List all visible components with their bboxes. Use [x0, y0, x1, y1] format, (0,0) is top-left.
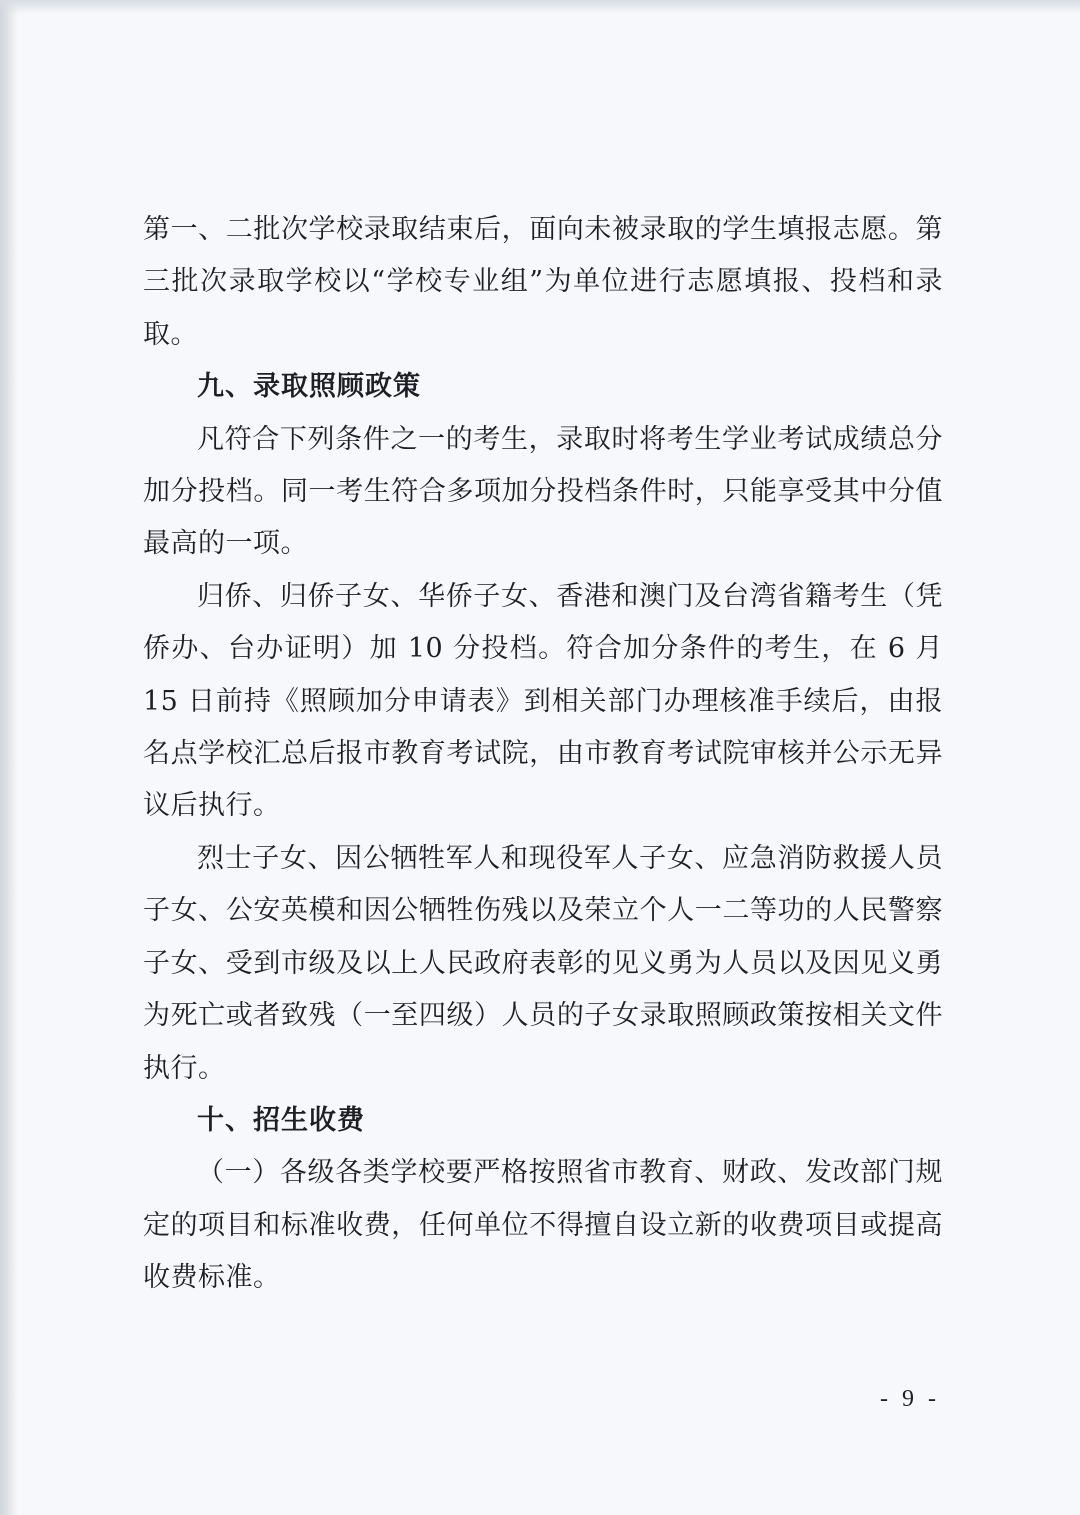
paragraph-admission-third-batch: 第一、二批次学校录取结束后，面向未被录取的学生填报志愿。第三批次录取学校以“学校专业组”为单位进行志愿填报、投档和录取。 [143, 214, 943, 350]
scan-edge-top [0, 0, 1080, 14]
section-heading-10: 十、招生收费 [197, 1104, 365, 1136]
section-heading-9: 九、录取照顾政策 [197, 371, 421, 403]
paragraph-bonus-points-rule: 凡符合下列条件之一的考生，录取时将考生学业考试成绩总分加分投档。同一考生符合多项加分投档条件时，只能享受其中分值最高的一项。 [143, 423, 943, 560]
paragraph-overseas-chinese-bonus: 归侨、归侨子女、华侨子女、香港和澳门及台湾省籍考生（凭侨办、台办证明）加 10 分投档。符合加分条件的考生，在 6 月 15 日前持《照顾加分申请表》到相关部门办理核准手续后，由报名点学校汇总后报市教育考试院，由市教育考试院审核并公示无异议后执行。 [143, 580, 943, 822]
paragraph-fee-standards: （一）各级各类学校要严格按照省市教育、财政、发改部门规定的项目和标准收费，任何单位不得擅自设立新的收费项目或提高收费标准。 [143, 1157, 943, 1294]
paragraph-martyrs-children-policy: 烈士子女、因公牺牲军人和现役军人子女、应急消防救援人员子女、公安英模和因公牺牲伤残以及荣立个人一二等功的人民警察子女、受到市级及以上人民政府表彰的见义勇为人员以及因见义勇为死亡或者致残（一至四级）人员的子女录取照顾政策按相关文件执行。 [143, 842, 943, 1084]
scan-edge-left [0, 0, 18, 1515]
document-body [143, 204, 943, 1305]
page-number: - 9 - [880, 1386, 940, 1412]
